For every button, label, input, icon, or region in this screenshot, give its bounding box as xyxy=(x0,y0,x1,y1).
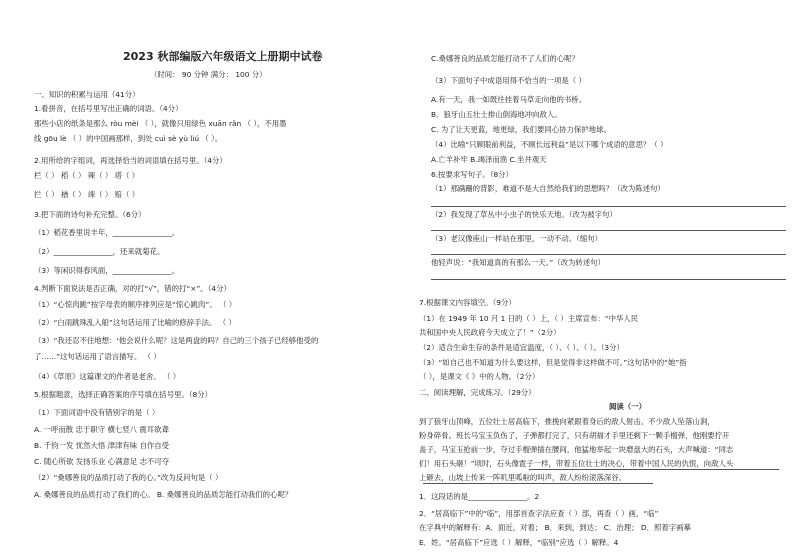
passage-underline xyxy=(529,469,779,470)
option-line: A. 一呼而散 忠于职守 横七竖八 震耳欲聋 xyxy=(34,425,169,434)
question-line: （2）适合生命生存的条件是适宜温度，（ ）、（ ）、（ ）。（3分） xyxy=(419,343,624,352)
question-line: 栏（ ） 稻（ ） 辣（ ） 塔（ ） xyxy=(34,171,140,180)
question-line: 6.按要求写句子。（8分） xyxy=(431,170,513,179)
question-line: （1）下面词语中没有错别字的是（ ） xyxy=(34,408,160,417)
left-column xyxy=(0,0,385,560)
option-line: C. 随心所欲 发扬乐业 心满意足 志不可夺 xyxy=(34,457,170,466)
question-line: E．姓。“居高临下”应选（ ）解释，“临别”应选（ ）解释。4 xyxy=(419,538,619,547)
option-line: A.有一天，我一如既往挂着马草走向他的书桥。 xyxy=(431,95,587,104)
exam-subtitle: （时间： 90 分钟 满分： 100 分） xyxy=(150,70,267,79)
passage-line: 粉身碎骨。班长马宝玉负伤了，子弹都打完了，只有胡福才手里还剩下一颗手榴弹，他刚要拧开 xyxy=(419,431,730,440)
passage-line: 上砸去，山坡上传来一阵叽里呱啦的叫声，敌人纷纷滚落深谷。 xyxy=(419,473,626,482)
question-line: （1）那蹒跚的背影，难道不是大自然给我们的思想吗？（改为陈述句） xyxy=(431,184,665,193)
question-line: （2）“白雨跳珠乱入船”这句话运用了比喻的修辞手法。 （ ） xyxy=(34,318,236,327)
question-line: 线 gōu lè （ ）的中国画那样，到处 cuì sè yù liú （ ）。 xyxy=(34,134,223,143)
question-line: 2.用所给的字组词，再选择恰当的词语填在括号里。（4分） xyxy=(34,156,227,165)
question-line: 7.根据课文内容填空。（9分） xyxy=(419,298,516,307)
question-line: 了……”这句话运用了语言描写。 （ ） xyxy=(34,352,161,361)
passage-line: 们！用石头砸！”顷时，石头像雹子一样，带着五位壮士的决心，带着中国人民的仇恨，向敌人头 xyxy=(419,459,734,468)
option-line: B．狼牙山五壮士排山倒海地冲向敌人。 xyxy=(431,110,562,119)
question-line: （2）“桑娜善良的品质打动了我的心。”改为反问句是（ ） xyxy=(34,473,223,482)
answer-line[interactable] xyxy=(431,230,786,231)
question-line: 1．这段话的是________________。2 xyxy=(419,492,540,501)
right-column xyxy=(409,0,794,560)
reading-heading: 阅读（一） xyxy=(609,402,646,411)
question-line: （3）下面句子中成语用得不恰当的一项是（ ） xyxy=(431,76,586,85)
answer-line[interactable] xyxy=(431,279,786,280)
question-line: 5.根据题意，选择正确答案的序号填在括号里。（8分） xyxy=(34,390,213,399)
question-line: （3）等闲识得春风面，________________。 xyxy=(34,266,180,275)
section-heading: 一、知识的积累与运用（41分） xyxy=(34,90,140,99)
question-line: （1）稻花香里说丰年，________________。 xyxy=(34,228,180,237)
question-line: （2）我发现了草丛中小虫子的快乐天地。（改为被字句） xyxy=(431,210,617,219)
question-line: 共和国中央人民政府今天成立了！”（2分） xyxy=(419,328,561,337)
question-line: （4）《草原》这篇课文的作者是老舍。 （ ） xyxy=(34,372,181,381)
question-line: （1）在 1949 年 10 月 1 日的（ ）上，（ ）主席宣布：“中华人民 xyxy=(419,314,639,323)
question-line: 他轻声说：“我知道真的有那么一天。”（改为转述句） xyxy=(431,258,605,267)
question-line: 3.把下面的诗句补充完整。（6分） xyxy=(34,210,146,219)
passage-underline xyxy=(423,483,653,484)
question-line: （3）“我还忍不住地想：‘他会说什么呢？这是两盘的吗？自己的三个孩子已经够他受的 xyxy=(34,336,319,345)
question-line: 那些小店的纸条是那么 ròu mèi （ ），就像只用绿色 xuān rǎn （ ），不用墨 xyxy=(34,119,287,128)
option-line: C. 为了让天更蓝，地更绿，我们要同心协力保护地球。 xyxy=(431,125,611,134)
section-heading: 二、阅读理解，完成练习。（29分） xyxy=(419,388,536,397)
option-line: B. 千钧一发 忧然大悟 津津有味 自作自受 xyxy=(34,441,170,450)
question-line: （3）“如自己也不知道为什么要这样，但是觉得非这样做不可。”这句话中的“她”指 xyxy=(419,358,687,367)
passage-line: 到了狼牙山顶峰，五位壮士居高临下，推挽向紧跟着身后的敌人射击。不少敌人坠落山涧， xyxy=(419,417,715,426)
question-line: （4）比喻“只顾眼前利益，不顾长远利益”是以下哪个成语的意思？（ ） xyxy=(431,140,668,149)
question-line: （2）________________，还来就菊花。 xyxy=(34,247,165,256)
option-line: A.亡羊补牢 B.竭泽而渔 C.坐井观天 xyxy=(431,155,547,164)
question-line: C.桑娜善良的品质怎能打动不了人们的心呢？ xyxy=(431,54,579,63)
question-line: 2．“居高临下”中的“临”，用部首查字法应查（ ）部，再查（ ）画，“临” xyxy=(419,509,659,518)
question-line: 在字典中的解释有：A．面近，对着； B．来到，到达； C．治理； D．照着字画摹 xyxy=(419,523,691,532)
passage-line: 盖子，马宝玉抢前一步，夺过手榴弹插在腰间，他猛地举起一块磨盘大的石头，大声喊道：“同志 xyxy=(419,445,734,454)
option-line: A. 桑娜善良的品质打动了我们的心。 B. 桑娜善良的品质怎能打动我们的心呢？ xyxy=(34,490,293,499)
answer-line[interactable] xyxy=(431,254,786,255)
question-line: 拦（ ） 楢（ ） 竦（ ） 赔（ ） xyxy=(34,190,140,199)
question-line: （ ），是课文《 》中的人物。（2分） xyxy=(419,372,540,381)
exam-title: 2023 秋部编版六年级语文上册期中试卷 xyxy=(123,50,323,63)
question-line: （1）“心惊肉跳”按字母表的顺序排列应是“惊心跳肉”。 （ ） xyxy=(34,300,237,309)
question-line: 4.判断下面说法是否正确，对的打“√”，错的打“×”。（4分） xyxy=(34,284,231,293)
answer-line[interactable] xyxy=(431,206,786,207)
question-line: （3）老汉像座山一样站在那里，一动不动。（缩句） xyxy=(431,234,602,243)
question-line: 1.看拼音，在括号里写出正确的词语。（4分） xyxy=(34,104,183,113)
